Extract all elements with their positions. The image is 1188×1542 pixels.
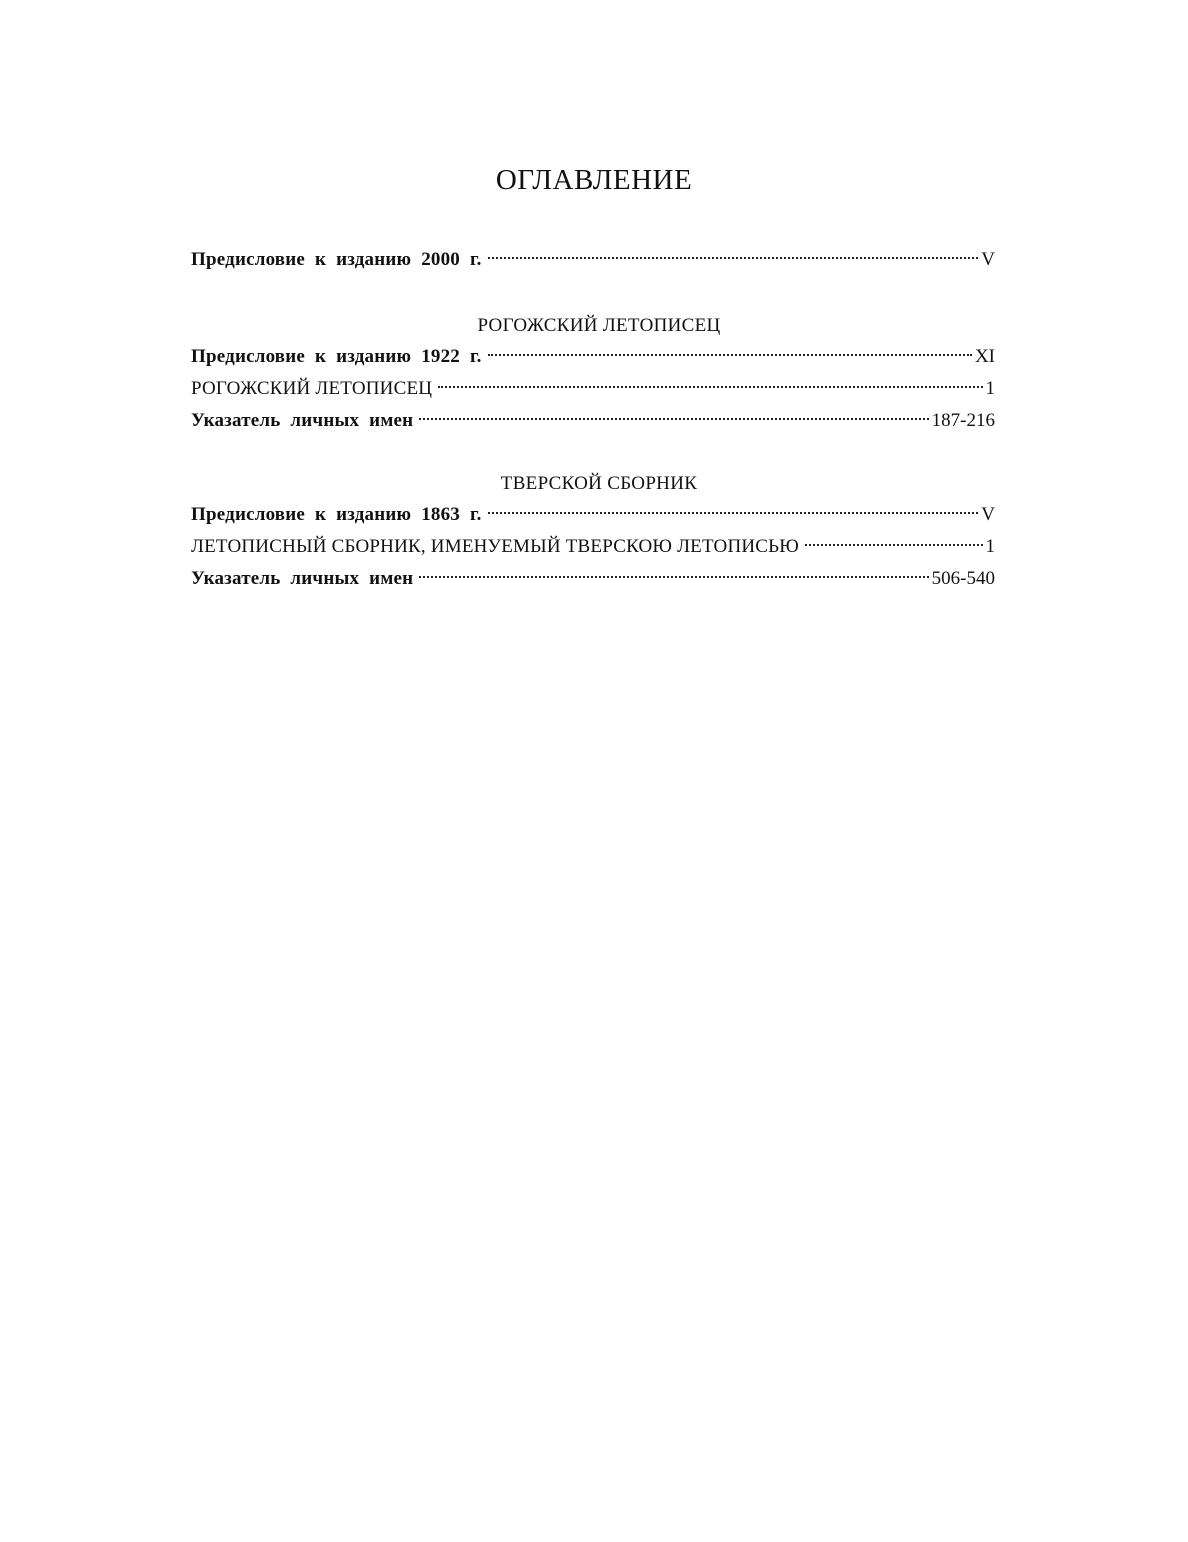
dot-leader	[488, 354, 972, 356]
toc-entry-page: V	[981, 249, 995, 270]
section-heading: ТВЕРСКОЙ СБОРНИК	[500, 473, 698, 494]
toc-entry-page: 1	[985, 536, 995, 557]
toc-entry[interactable]	[191, 405, 995, 437]
dot-leader	[805, 544, 982, 546]
toc-entry-label: Предисловие к изданию 1922 г.	[191, 346, 482, 367]
dot-leader	[419, 576, 928, 578]
toc-entry-label: РОГОЖСКИЙ ЛЕТОПИСЕЦ	[191, 378, 433, 399]
dot-leader	[438, 386, 982, 388]
toc-entry-label: ЛЕТОПИСНЫЙ СБОРНИК, ИМЕНУЕМЫЙ ТВЕРСКОЮ ЛЕТОПИСЬЮ	[191, 536, 800, 557]
page-title: ОГЛАВЛЕНИЕ	[495, 164, 693, 196]
toc-entry[interactable]	[191, 499, 995, 531]
dot-leader	[419, 418, 928, 420]
toc-entry-page: V	[981, 504, 995, 525]
toc-entry-label: Указатель личных имен	[191, 410, 414, 431]
toc-entry-page: 187-216	[931, 410, 995, 431]
toc-entry-page: XI	[974, 346, 995, 367]
toc-section-rogozhsky	[191, 311, 995, 437]
toc-entry-page: 1	[985, 378, 995, 399]
toc-section-tverskoy	[191, 469, 995, 595]
toc-entry[interactable]	[191, 244, 995, 276]
toc-entry-label: Предисловие к изданию 1863 г.	[191, 504, 482, 525]
dot-leader	[488, 512, 979, 514]
toc-entry[interactable]	[191, 373, 995, 405]
toc-entry[interactable]	[191, 531, 995, 563]
toc-preface-block	[191, 244, 995, 276]
toc-entry-page: 506-540	[931, 568, 995, 589]
toc-entry-label: Предисловие к изданию 2000 г.	[191, 249, 482, 270]
section-heading: РОГОЖСКИЙ ЛЕТОПИСЕЦ	[477, 315, 721, 336]
dot-leader	[488, 257, 979, 259]
toc-entry-label: Указатель личных имен	[191, 568, 414, 589]
toc-entry[interactable]	[191, 341, 995, 373]
toc-entry[interactable]	[191, 563, 995, 595]
